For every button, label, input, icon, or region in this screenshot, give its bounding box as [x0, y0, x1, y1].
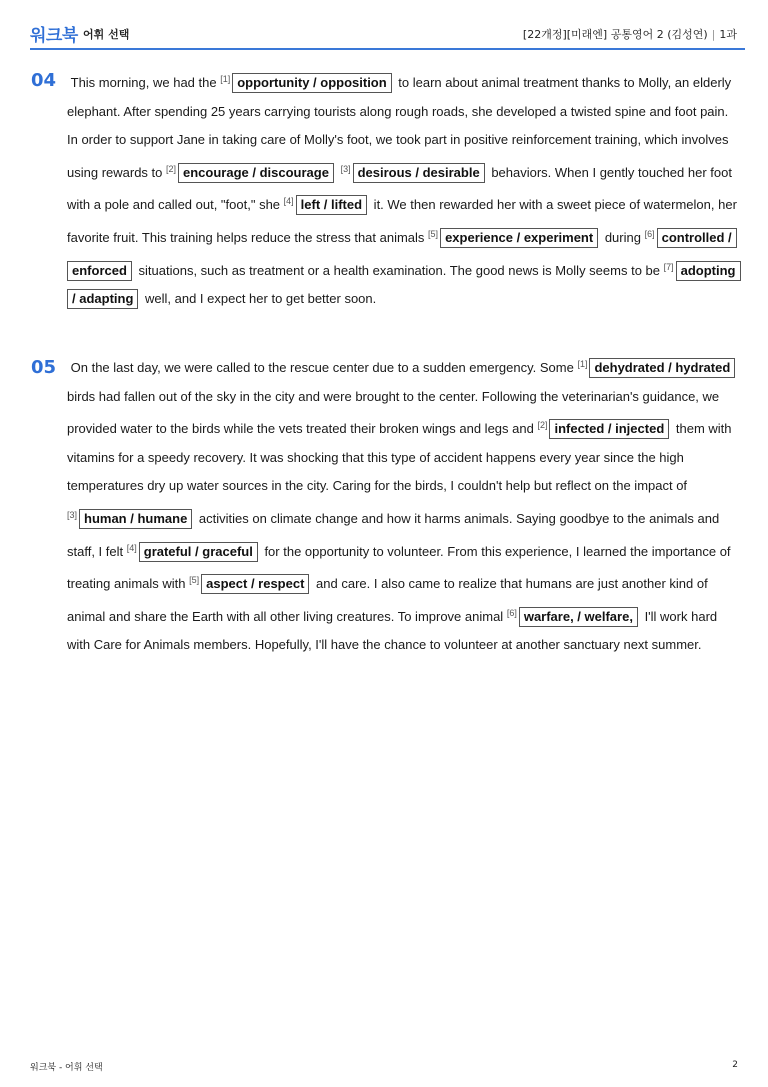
passage-04 [67, 65, 739, 314]
question-number-05: 05 [31, 357, 57, 378]
passage-text: I'll work hard with Care for Animals members. Hopefully, I'll have the chance to volunteer at another sanctuary next summer. [67, 608, 718, 653]
blank-ref: [3] [67, 509, 78, 520]
blank-ref: [6] [644, 228, 655, 239]
passage-text: On the last day, we were called to the rescue center due to a sudden emergency. Some [70, 360, 578, 375]
question-number-04: 04 [31, 70, 57, 91]
passage-text: it. We then rewarded her with a sweet piece of watermelon, her favorite fruit. This training helps reduce the stress that animals [67, 197, 737, 245]
footer-title: 워크북 - 어휘 선택 [30, 1063, 103, 1073]
blank-ref: [4] [126, 542, 137, 553]
choice-box[interactable]: controlled / enforced [67, 228, 737, 281]
passage-text: birds had fallen out of the sky in the city and were brought to the center. Following the veterinarian's guidance, we provided water to the birds while the vets treated their broken wings and legs and [67, 388, 720, 437]
choice-box[interactable]: adopting / adapting [67, 261, 741, 310]
choice-box[interactable]: experience / experiment [440, 228, 598, 248]
passage-text: situations, such as treatment or a health examination. The good news is Molly seems to be [134, 262, 664, 278]
passage-05 [67, 350, 739, 660]
course-title: [22개정][미래엔] 공통영어 2 (김성연) [522, 28, 708, 41]
passage-text: well, and I expect her to get better soon. [141, 291, 377, 307]
course-info [523, 26, 737, 42]
choice-box[interactable]: infected / injected [549, 419, 669, 439]
passage-text: behaviors. When I gently touched her foot with a pole and called out, "foot," she [67, 164, 732, 213]
lesson-label: 1과 [719, 28, 737, 41]
brand-title: 워크북 [30, 26, 78, 46]
choice-box[interactable]: warfare, / welfare, [519, 607, 638, 627]
blank-ref: [6] [506, 607, 517, 618]
blank-ref: [4] [283, 196, 294, 207]
choice-box[interactable]: aspect / respect [201, 574, 309, 594]
blank-ref: [5] [428, 228, 439, 239]
section-subtitle: 어휘 선택 [83, 28, 130, 41]
choice-box[interactable]: dehydrated / hydrated [589, 358, 735, 378]
choice-box[interactable]: left / lifted [296, 195, 367, 215]
blank-ref: [3] [340, 163, 351, 174]
page-number: 2 [732, 1060, 738, 1070]
blank-ref: [2] [537, 420, 548, 431]
passage-text: for the opportunity to volunteer. From this experience, I learned the importance of treating animals with [67, 543, 731, 592]
blank-ref: [2] [166, 163, 177, 174]
header-separator: | [711, 28, 716, 41]
passage-text: them with vitamins for a speedy recovery. It was shocking that this type of accident happens every year since the high temperatures dry up water sources in the city. Caring for the birds, I couldn't help but reflect on the impact of [67, 421, 732, 494]
blank-ref: [5] [189, 575, 200, 586]
passage-text: to learn about animal treatment thanks to Molly, an elderly elephant. After spending 25 years carrying tourists along rough roads, she developed a twisted spine and foot pain. In order to support Jane in taking care of Molly's foot, we took part in positive reinforcement training, which involves using rewards to [67, 75, 732, 180]
choice-box[interactable]: human / humane [79, 509, 192, 529]
passage-text: during [601, 229, 645, 245]
passage-text: activities on climate change and how it harms animals. Saying goodbye to the animals and staff, I felt [67, 510, 720, 559]
choice-box[interactable]: grateful / graceful [139, 542, 258, 562]
choice-box[interactable]: encourage / discourage [178, 163, 334, 183]
choice-box[interactable]: opportunity / opposition [232, 73, 391, 93]
page-header [30, 20, 745, 50]
blank-ref: [7] [663, 261, 674, 272]
choice-box[interactable]: desirous / desirable [353, 163, 485, 183]
passage-text: and care. I also came to realize that humans are just another kind of animal and share the Earth with all other living creatures. To improve animal [67, 576, 708, 624]
blank-ref: [1] [220, 74, 231, 84]
passage-text: This morning, we had the [70, 75, 221, 90]
blank-ref: [1] [577, 359, 588, 369]
